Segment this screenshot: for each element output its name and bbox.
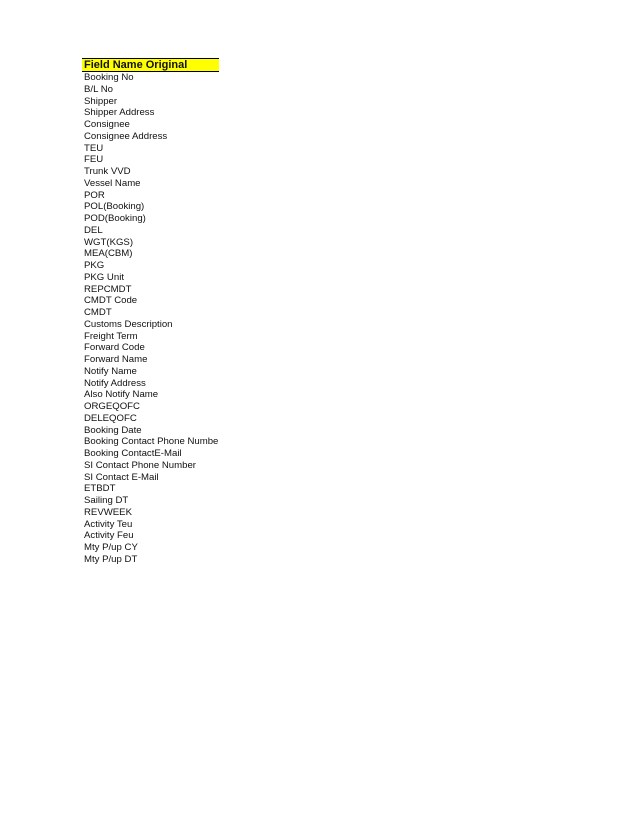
field-name-cell[interactable]: Booking Contact Phone Numbe <box>84 436 219 448</box>
field-name-cell[interactable]: Activity Feu <box>84 530 134 542</box>
field-name-cell[interactable]: Shipper Address <box>84 107 155 119</box>
field-name-cell[interactable]: Freight Term <box>84 330 138 342</box>
field-name-cell[interactable]: POD(Booking) <box>84 213 146 224</box>
column-header-cell[interactable]: Field Name Original <box>82 58 219 72</box>
field-name-cell[interactable]: PKG <box>84 260 105 271</box>
field-name-cell[interactable]: B/L No <box>84 83 113 95</box>
field-name-cell[interactable]: REVWEEK <box>84 506 132 518</box>
field-name-cell[interactable]: Shipper <box>84 95 118 107</box>
field-name-cell[interactable]: SI Contact Phone Number <box>84 459 196 471</box>
field-name-cell[interactable]: Also Notify Name <box>84 389 159 401</box>
field-name-cell[interactable]: ETBDT <box>84 483 116 495</box>
field-name-cell[interactable]: POR <box>84 189 105 201</box>
field-name-cell[interactable]: Forward Code <box>84 342 145 354</box>
field-name-cell[interactable]: Booking ContactE-Mail <box>84 448 182 459</box>
field-name-cell[interactable]: Customs Description <box>84 318 173 330</box>
field-name-cell[interactable]: Notify Address <box>84 377 146 389</box>
field-name-cell[interactable]: Trunk VVD <box>84 166 131 177</box>
field-name-cell[interactable]: PKG Unit <box>84 271 124 283</box>
field-name-cell[interactable]: Sailing DT <box>84 495 129 506</box>
field-name-cell[interactable]: Forward Name <box>84 354 148 365</box>
field-name-cell[interactable]: SI Contact E-Mail <box>84 471 159 483</box>
field-name-cell[interactable]: Consignee <box>84 119 130 130</box>
field-name-cell[interactable]: DELEQOFC <box>84 412 137 424</box>
field-name-cell[interactable]: Mty P/up CY <box>84 542 138 553</box>
field-name-cell[interactable]: Consignee Address <box>84 130 168 142</box>
field-name-cell[interactable]: Booking Date <box>84 424 142 436</box>
spreadsheet-column <box>82 58 232 566</box>
field-name-list <box>82 72 232 566</box>
field-name-cell[interactable]: MEA(CBM) <box>84 248 133 260</box>
field-name-cell[interactable]: CMDT Code <box>84 295 138 307</box>
field-name-cell[interactable]: ORGEQOFC <box>84 401 140 412</box>
field-name-cell[interactable]: Vessel Name <box>84 177 141 189</box>
field-name-cell[interactable]: Notify Name <box>84 365 137 377</box>
field-name-cell[interactable]: FEU <box>84 154 104 166</box>
field-name-cell[interactable]: Activity Teu <box>84 518 133 530</box>
field-name-cell[interactable]: WGT(KGS) <box>84 236 134 248</box>
field-name-cell[interactable]: Mty P/up DT <box>84 553 138 565</box>
field-name-cell[interactable]: REPCMDT <box>84 283 132 295</box>
field-name-cell[interactable]: DEL <box>84 224 103 236</box>
field-name-cell[interactable]: POL(Booking) <box>84 201 145 213</box>
field-name-cell[interactable]: TEU <box>84 142 104 154</box>
field-name-cell[interactable]: Booking No <box>84 72 134 83</box>
field-name-cell[interactable]: CMDT <box>84 307 112 318</box>
